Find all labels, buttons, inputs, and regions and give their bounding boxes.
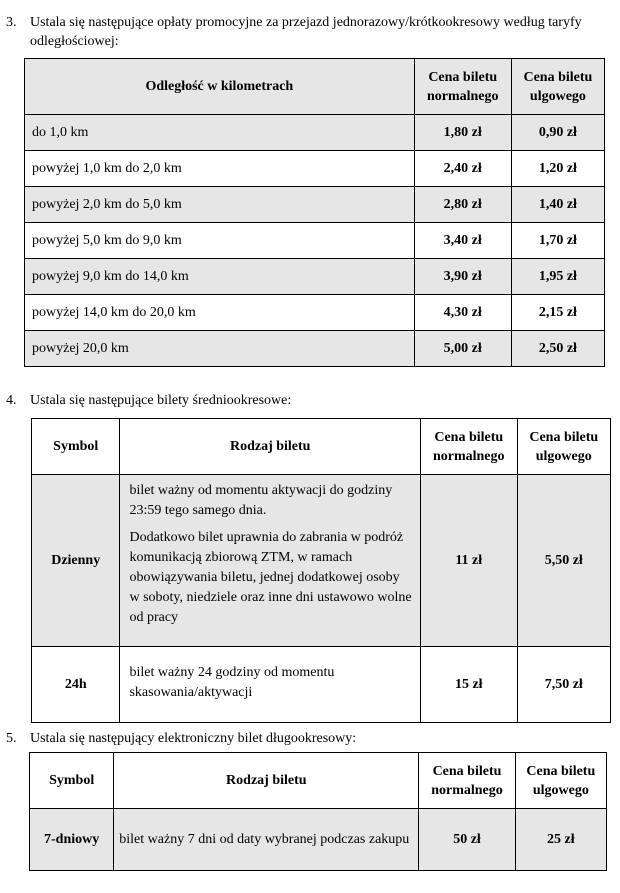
symbol-cell: 7-dniowy (30, 809, 114, 871)
table-row (25, 151, 605, 187)
description-paragraph: Dodatkowo bilet uprawnia do zabrania w podróż komunikacją zbiorową ZTM, w ramach obowiązywania biletu, jednej dodatkowej osoby w soboty, niedziele oraz inne dni ustawowo wolne od pracy (129, 530, 412, 625)
table-header-row (25, 59, 605, 115)
long-term-ticket-table (29, 752, 607, 871)
reduced-price-cell: 1,70 zł (511, 223, 604, 259)
normal-price-cell: 1,80 zł (414, 115, 511, 151)
reduced-price-cell: 1,95 zł (511, 259, 604, 295)
symbol-cell: 24h (32, 647, 120, 723)
reduced-price-cell: 1,20 zł (511, 151, 604, 187)
section-5-text: Ustala się następujący elektroniczny bilet długookresowy: (30, 731, 357, 746)
reduced-price-cell: 7,50 zł (517, 647, 611, 723)
section-5-number: 5. (6, 731, 17, 746)
table-row (25, 295, 605, 331)
distance-cell: powyżej 1,0 km do 2,0 km (25, 151, 415, 187)
distance-cell: powyżej 9,0 km do 14,0 km (25, 259, 415, 295)
section-5-heading (6, 729, 356, 748)
distance-cell: do 1,0 km (25, 115, 415, 151)
header-reduced-price: Cena biletu ulgowego (515, 753, 606, 809)
normal-price-cell: 50 zł (419, 809, 515, 871)
header-normal-price: Cena biletu normalnego (421, 419, 518, 475)
table-header-row (32, 419, 611, 475)
header-symbol: Symbol (30, 753, 114, 809)
table-row (25, 259, 605, 295)
table-row (25, 115, 605, 151)
reduced-price-cell: 2,50 zł (511, 331, 604, 367)
table-row (32, 475, 611, 647)
description-cell (120, 647, 421, 723)
normal-price-cell: 15 zł (421, 647, 518, 723)
table-header-row (30, 753, 607, 809)
normal-price-cell: 3,90 zł (414, 259, 511, 295)
normal-price-cell: 11 zł (421, 475, 518, 647)
description-cell (120, 475, 421, 647)
header-reduced-price: Cena biletu ulgowego (511, 59, 604, 115)
normal-price-cell: 5,00 zł (414, 331, 511, 367)
table-row (30, 809, 607, 871)
reduced-price-cell: 0,90 zł (511, 115, 604, 151)
normal-price-cell: 2,40 zł (414, 151, 511, 187)
header-normal-price: Cena biletu normalnego (414, 59, 511, 115)
section-3-heading (6, 13, 606, 51)
table-row (32, 647, 611, 723)
description-cell: bilet ważny 7 dni od daty wybranej podczas zakupu (114, 809, 419, 871)
header-reduced-price: Cena biletu ulgowego (517, 419, 611, 475)
reduced-price-cell: 2,15 zł (511, 295, 604, 331)
medium-term-ticket-table (31, 418, 611, 723)
table-row (25, 223, 605, 259)
distance-cell: powyżej 2,0 km do 5,0 km (25, 187, 415, 223)
table-row (25, 331, 605, 367)
distance-cell: powyżej 20,0 km (25, 331, 415, 367)
header-distance: Odległość w kilometrach (25, 59, 415, 115)
table-row (25, 187, 605, 223)
header-symbol: Symbol (32, 419, 120, 475)
description-paragraph: bilet ważny 24 godziny od momentu skasowania/aktywacji (129, 664, 335, 700)
section-3-text-line1: Ustala się następujące opłaty promocyjne za przejazd jednorazowy/krótkookresowy według taryfy (30, 15, 582, 30)
distance-cell: powyżej 14,0 km do 20,0 km (25, 295, 415, 331)
header-ticket-type: Rodzaj biletu (120, 419, 421, 475)
normal-price-cell: 2,80 zł (414, 187, 511, 223)
normal-price-cell: 3,40 zł (414, 223, 511, 259)
reduced-price-cell: 5,50 zł (517, 475, 611, 647)
reduced-price-cell: 25 zł (515, 809, 606, 871)
distance-fare-table (24, 58, 605, 367)
reduced-price-cell: 1,40 zł (511, 187, 604, 223)
section-3-number: 3. (6, 15, 17, 30)
distance-cell: powyżej 5,0 km do 9,0 km (25, 223, 415, 259)
normal-price-cell: 4,30 zł (414, 295, 511, 331)
section-4-number: 4. (6, 393, 17, 408)
header-normal-price: Cena biletu normalnego (419, 753, 515, 809)
section-4-heading (6, 391, 291, 410)
description-paragraph: bilet ważny od momentu aktywacji do godziny 23:59 tego samego dnia. (129, 483, 393, 518)
header-ticket-type: Rodzaj biletu (114, 753, 419, 809)
section-3-text-line2: odległościowej: (30, 34, 119, 49)
section-4-text: Ustala się następujące bilety średniookresowe: (30, 393, 292, 408)
symbol-cell: Dzienny (32, 475, 120, 647)
